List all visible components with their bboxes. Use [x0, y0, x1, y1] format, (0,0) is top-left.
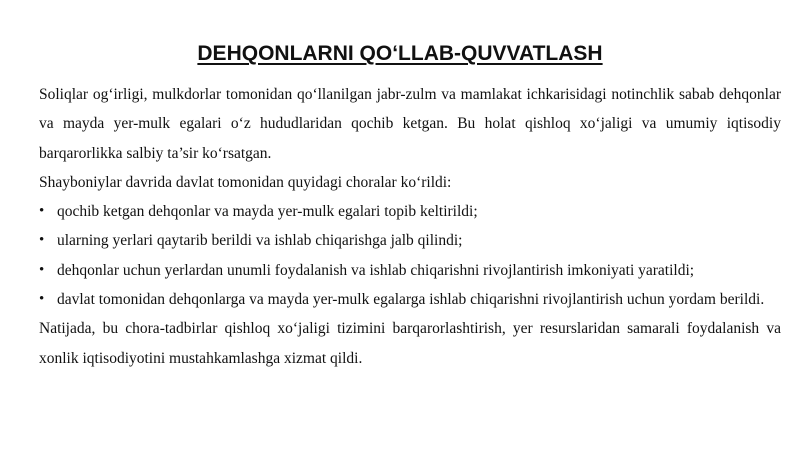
list-item-text: ularning yerlari qaytarib berildi va ishlab chiqarishga jalb qilindi; — [57, 232, 463, 250]
list-item-text: davlat tomonidan dehqonlarga va mayda yer-mulk egalarga ishlab chiqarishni rivojlantirish uchun yordam berildi. — [57, 291, 765, 309]
bullet-icon: • — [39, 232, 45, 249]
bullet-icon: • — [39, 203, 45, 220]
list-item — [39, 285, 781, 314]
measures-list — [39, 197, 781, 314]
list-item — [39, 197, 781, 226]
slide-title: DEHQONLARNI QO‘LLAB-QUVVATLASH — [197, 42, 603, 65]
conclusion-paragraph: Natijada, bu chora-tadbirlar qishloq xo‘jaligi tizimini barqarorlashtirish, yer resurslaridan samarali foydalanish va xonlik iqtisodiyotini mustahkamlashga xizmat qildi. — [39, 320, 781, 367]
bullet-icon: • — [39, 291, 45, 308]
list-item-text: qochib ketgan dehqonlar va mayda yer-mulk egalari topib keltirildi; — [57, 203, 478, 221]
slide-body — [39, 80, 781, 373]
bullet-icon: • — [39, 261, 45, 278]
list-item-text: dehqonlar uchun yerlardan unumli foydalanish va ishlab chiqarishni rivojlantirish imkoniyati yaratildi; — [57, 261, 695, 279]
intro-paragraph: Soliqlar og‘irligi, mulkdorlar tomonidan qo‘llanilgan jabr-zulm va mamlakat ichkarisidagi notinchlik sabab dehqonlar va mayda yer-mulk egalari o‘z hududlaridan qochib ketgan. Bu holat qishloq xo‘jaligi va umumiy iqtisodiy barqarorlikka salbiy ta’sir ko‘rsatgan. — [39, 86, 781, 162]
lead-paragraph: Shayboniylar davrida davlat tomonidan quyidagi choralar ko‘rildi: — [39, 173, 452, 191]
list-item — [39, 256, 781, 285]
list-item — [39, 226, 781, 255]
